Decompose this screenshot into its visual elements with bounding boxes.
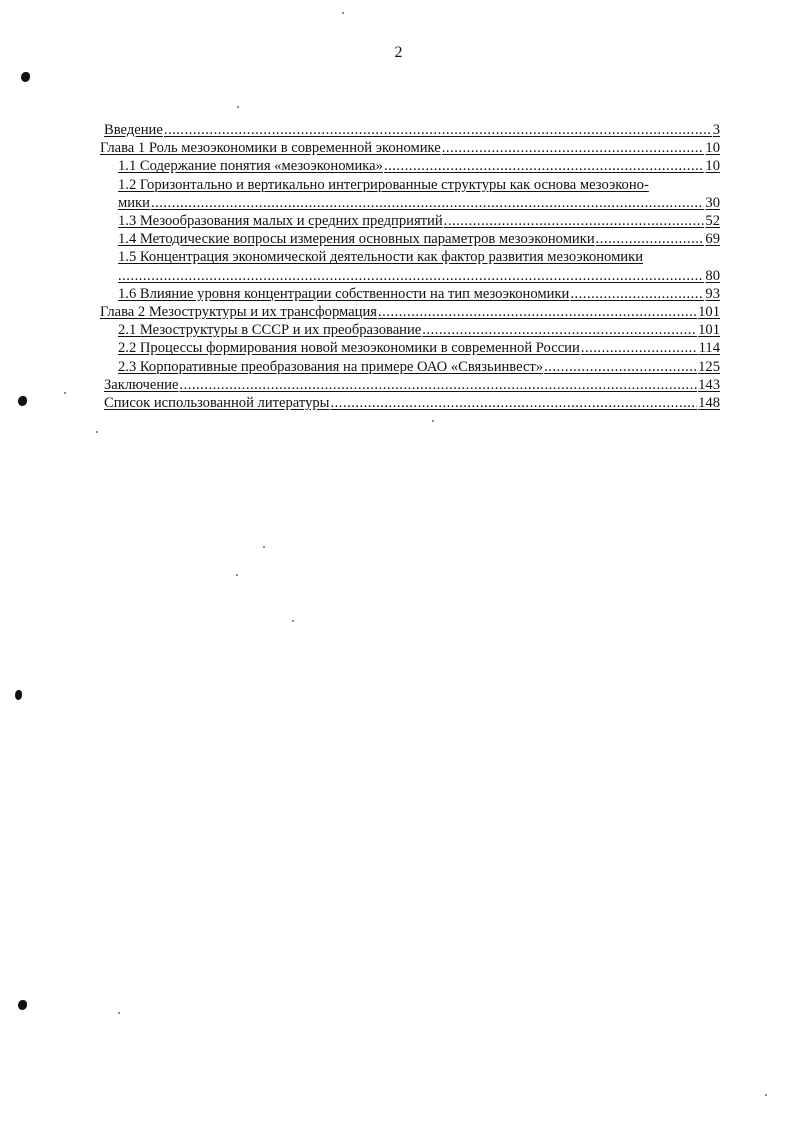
- toc-entry-page: 69: [705, 231, 720, 248]
- toc-entry-title: 1.2 Горизонтально и вертикально интегрированные структуры как основа мезоэконо-: [118, 176, 649, 193]
- punch-hole-mark: [18, 396, 27, 406]
- toc-entry-page: 3: [712, 122, 720, 138]
- toc-leader-dots: [378, 303, 697, 321]
- punch-hole-mark: [21, 72, 30, 82]
- toc-entry-section-1-5[interactable]: [100, 248, 720, 284]
- toc-leader-dots: [164, 121, 712, 139]
- toc-entry-title: 1.4 Методические вопросы измерения основных параметров мезоэкономики: [118, 231, 595, 248]
- toc-entry-title: 1.5 Концентрация экономической деятельности как фактор развития мезоэкономики: [118, 249, 644, 266]
- toc-entry-title: 2.3 Корпоративные преобразования на примере ОАО «Связьинвест»: [118, 358, 544, 375]
- toc-entry-title: 1.6 Влияние уровня концентрации собственности на тип мезоэкономики: [118, 285, 570, 302]
- toc-entry-page: 114: [698, 340, 720, 357]
- toc-entry-section-1-4[interactable]: [100, 230, 720, 248]
- punch-hole-mark: [18, 1000, 27, 1010]
- scan-speck: [64, 392, 66, 394]
- toc-entry-page: 125: [698, 358, 720, 375]
- toc-entry-chapter-2[interactable]: [100, 303, 720, 321]
- toc-leader-dots: [581, 339, 698, 357]
- table-of-contents: [100, 121, 720, 412]
- toc-entry-introduction[interactable]: [100, 121, 720, 139]
- toc-entry-page: 30: [705, 194, 720, 211]
- toc-entry-section-2-3[interactable]: [100, 358, 720, 376]
- toc-entry-section-2-1[interactable]: [100, 321, 720, 339]
- scan-speck: [292, 620, 294, 622]
- page-number: 2: [394, 44, 403, 61]
- toc-entry-references[interactable]: [100, 394, 720, 412]
- scan-speck: [236, 574, 238, 576]
- toc-entry-chapter-1[interactable]: [100, 139, 720, 157]
- toc-leader-dots: [422, 321, 697, 339]
- scan-speck: [118, 1012, 120, 1014]
- toc-entry-title: Список использованной литературы: [104, 395, 330, 412]
- toc-entry-page: 80: [705, 267, 720, 284]
- toc-entry-section-2-2[interactable]: [100, 339, 720, 357]
- toc-leader-dots: [570, 285, 704, 303]
- toc-entry-page: 93: [705, 285, 720, 302]
- toc-leader-dots: [442, 139, 705, 157]
- toc-entry-title: Глава 2 Мезоструктуры и их трансформация: [100, 304, 377, 321]
- toc-entry-title: 2.2 Процессы формирования новой мезоэкономики в современной России: [118, 340, 580, 357]
- toc-entry-page: 101: [698, 304, 720, 321]
- scan-speck: [237, 106, 239, 108]
- toc-leader-dots: [544, 358, 697, 376]
- scan-speck: [263, 546, 265, 548]
- toc-entry-page: 52: [705, 213, 720, 230]
- toc-leader-dots: [384, 157, 704, 175]
- scan-speck: [432, 420, 434, 422]
- toc-entry-page: 143: [698, 376, 720, 393]
- toc-entry-title: Заключение: [104, 376, 179, 393]
- scan-speck: [342, 12, 344, 14]
- toc-leader-dots: [179, 376, 697, 394]
- toc-leader-dots: [151, 194, 704, 212]
- toc-entry-title-continued: мики: [118, 194, 150, 211]
- toc-entry-page: 10: [705, 158, 720, 175]
- toc-entry-section-1-1[interactable]: [100, 157, 720, 175]
- toc-entry-title: 2.1 Мезоструктуры в СССР и их преобразование: [118, 322, 422, 339]
- scan-speck: [765, 1094, 767, 1096]
- toc-entry-title: Введение: [104, 122, 163, 138]
- toc-entry-section-1-6[interactable]: [100, 285, 720, 303]
- toc-entry-page: 10: [705, 140, 720, 157]
- toc-entry-title: 1.3 Мезообразования малых и средних предприятий: [118, 213, 443, 230]
- scan-speck: [96, 431, 98, 433]
- toc-entry-conclusion[interactable]: [100, 376, 720, 394]
- punch-hole-mark: [15, 690, 22, 700]
- toc-leader-dots: [444, 212, 705, 230]
- toc-leader-dots: [118, 267, 704, 285]
- toc-entry-page: 148: [698, 395, 720, 412]
- toc-leader-dots: [596, 230, 705, 248]
- toc-leader-dots: [330, 394, 697, 412]
- toc-entry-section-1-3[interactable]: [100, 212, 720, 230]
- toc-entry-title: 1.1 Содержание понятия «мезоэкономика»: [118, 158, 383, 175]
- toc-entry-title: Глава 1 Роль мезоэкономики в современной экономике: [100, 140, 441, 157]
- toc-entry-page: 101: [698, 322, 720, 339]
- toc-entry-section-1-2[interactable]: [100, 176, 720, 212]
